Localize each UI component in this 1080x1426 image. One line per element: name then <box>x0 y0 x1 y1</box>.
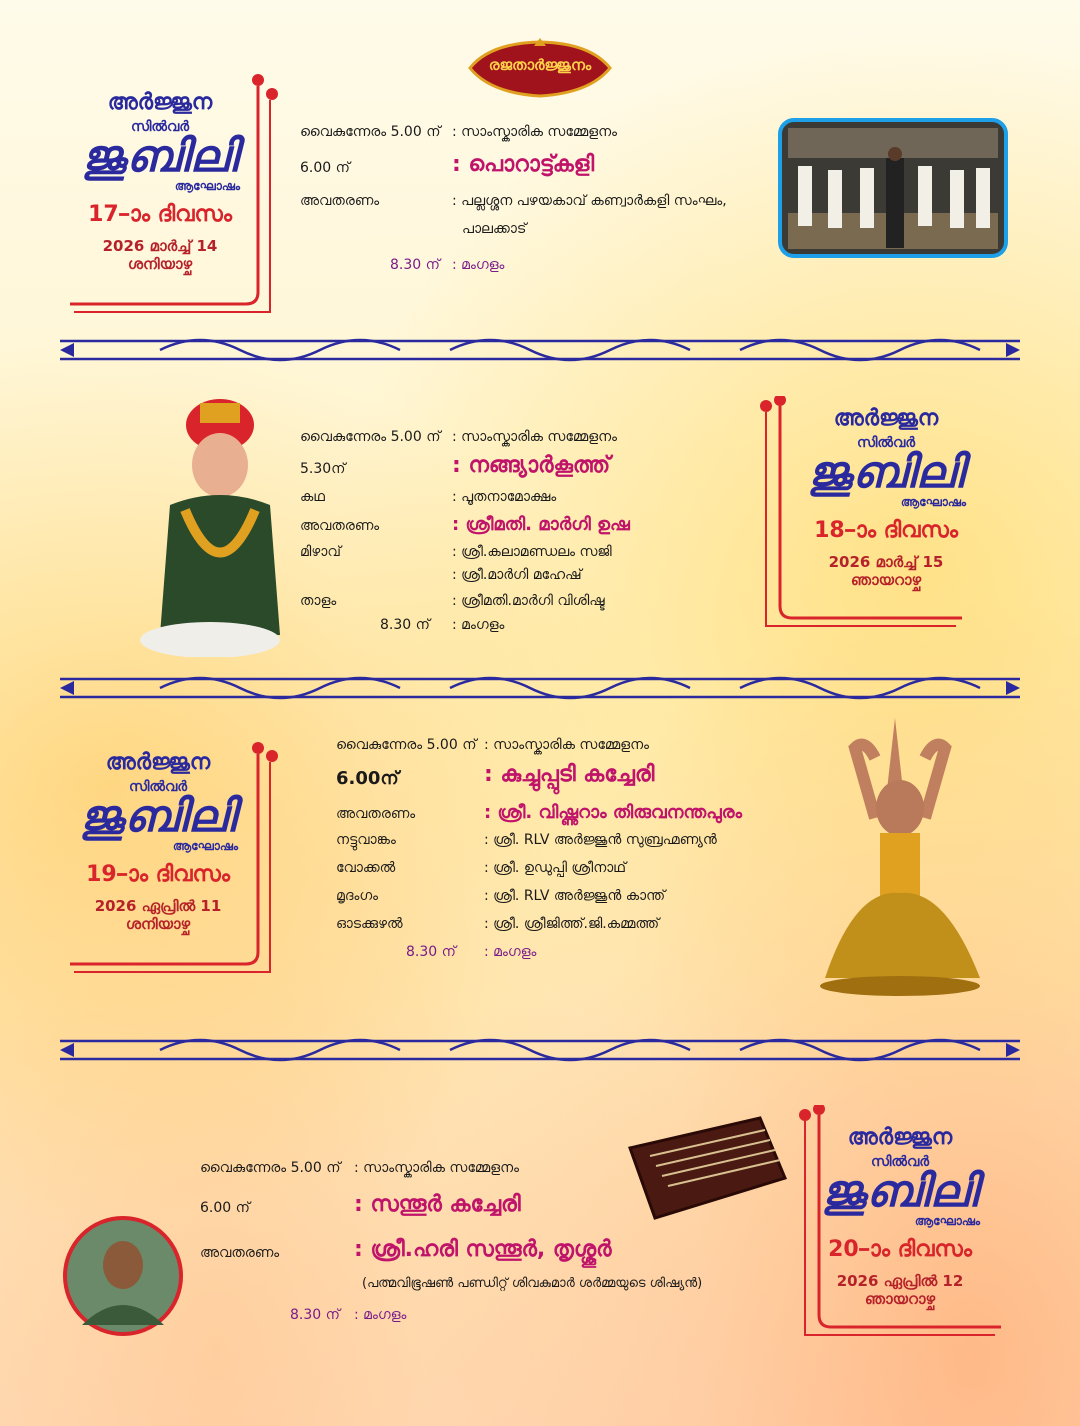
badge-aghosham: ആഘോഷം <box>914 1214 980 1228</box>
schedule-value: : ശ്രീ.മാർഗി മഹേഷ് <box>452 567 582 583</box>
badge-20 <box>800 1125 1000 1308</box>
day-date: 2026 ഏപ്രിൽ 12 <box>836 1272 964 1290</box>
schedule-key: അവതരണം <box>300 193 380 209</box>
badge-silver: സിൽവർ <box>856 435 916 451</box>
schedule-key: 8.30 ന് <box>390 257 440 273</box>
performance-title: : നങ്ങ്യാർകൂത്ത് <box>452 453 611 478</box>
schedule-value: : മംഗളം <box>452 257 505 273</box>
schedule-key: വൈകുന്നേരം 5.00 ന് <box>300 429 441 445</box>
nangiarkoothu-photo <box>130 395 300 657</box>
schedule-key: 6.00ന് <box>336 768 399 789</box>
schedule-key: വൈകുന്നേരം 5.00 ന് <box>200 1160 341 1176</box>
badge-arjuna: അർജ്ജുന <box>847 1125 953 1150</box>
schedule-value: : സാംസ്കാരിക സമ്മേളനം <box>354 1160 519 1176</box>
schedule-key: കഥ <box>300 489 325 505</box>
schedule-key: മൃദംഗം <box>336 888 379 904</box>
schedule-key: 5.30ന് <box>300 461 346 477</box>
schedule-value: : ശ്രീമതി.മാർഗി വിശിഷ്ട <box>452 593 605 609</box>
schedule-key: വൈകുന്നേരം 5.00 ന് <box>336 737 477 753</box>
santoor-photo <box>620 1108 790 1228</box>
badge-silver: സിൽവർ <box>128 779 188 795</box>
ornamental-divider <box>60 1025 1020 1075</box>
schedule-key: 6.00 ന് <box>300 160 350 176</box>
ornamental-divider <box>60 325 1020 375</box>
schedule-key: ഓടക്കുഴൽ <box>336 916 403 932</box>
schedule-key: 8.30 ന് <box>406 944 456 960</box>
kuchipudi-photo <box>815 718 985 998</box>
santoor-artist-photo <box>62 1215 184 1337</box>
performer-note: (പത്മവിഭൂഷൺ പണ്ഡിറ്റ് ശിവകുമാർ ശർമ്മയുടെ ശിഷ്യൻ) <box>362 1276 703 1291</box>
day-weekday: ഞായറാഴ്ച <box>864 1290 936 1308</box>
schedule-value: : മംഗളം <box>354 1307 407 1323</box>
schedule-value: : ശ്രീ. ശ്രീജിത്ത്.ജി.കമ്മത്ത് <box>484 916 660 932</box>
performer-name: : ശ്രീമതി. മാർഗി ഉഷ <box>452 514 630 535</box>
performer-name: : ശ്രീ. വിഷ്ണുറാം തിരുവനന്തപുരം <box>484 802 743 823</box>
day-weekday: ശനിയാഴ്ച <box>125 915 191 933</box>
day-number: 17–ാം ദിവസം <box>88 202 232 227</box>
performer-name: : ശ്രീ.ഹരി സന്തൂർ, തൃശ്ശൂർ <box>354 1237 612 1262</box>
schedule-key: 8.30 ന് <box>380 617 430 633</box>
schedule-key: മിഴാവ് <box>300 544 341 560</box>
badge-arjuna: അർജ്ജുന <box>105 750 211 775</box>
schedule-key: താളം <box>300 593 337 609</box>
day-number: 20–ാം ദിവസം <box>828 1237 972 1262</box>
badge-jubilee: ജൂബിലി <box>81 131 239 182</box>
schedule-value: : ശ്രീ.കലാമണ്ഡലം സജി <box>452 544 612 560</box>
badge-jubilee: ജൂബിലി <box>821 1166 979 1217</box>
porattukali-photo <box>778 118 1008 258</box>
schedule-key: അവതരണം <box>200 1245 280 1261</box>
performance-title: : സന്തൂർ കച്ചേരി <box>354 1192 521 1217</box>
day-weekday: ഞായറാഴ്ച <box>850 571 922 589</box>
badge-aghosham: ആഘോഷം <box>174 179 240 193</box>
schedule-value: : മംഗളം <box>484 944 537 960</box>
schedule-key: വോക്കൽ <box>336 860 396 876</box>
schedule-key: അവതരണം <box>300 518 380 534</box>
performance-title: : പൊറാട്ട്കളി <box>452 152 595 177</box>
schedule-key: 6.00 ന് <box>200 1200 250 1216</box>
schedule-key: അവതരണം <box>336 806 416 822</box>
schedule-value: പാലക്കാട് <box>462 221 527 237</box>
performance-title: : കുച്ചുപ്പുടി കച്ചേരി <box>484 762 655 787</box>
day-date: 2026 മാർച്ച് 14 <box>102 237 218 255</box>
schedule-value: : സാംസ്കാരിക സമ്മേളനം <box>452 429 617 445</box>
day-date: 2026 ഏപ്രിൽ 11 <box>94 897 222 915</box>
banner-title: രജതാർജ്ജുനം <box>488 56 592 74</box>
badge-aghosham: ആഘോഷം <box>172 839 238 853</box>
badge-silver: സിൽവർ <box>870 1154 930 1170</box>
badge-jubilee: ജൂബിലി <box>807 447 965 498</box>
schedule-value: : പല്ലശ്ശന പഴയകാവ് കണ്വാർകളി സംഘം, <box>452 193 727 209</box>
schedule-value: : പൂതനാമോക്ഷം <box>452 489 557 505</box>
badge-arjuna: അർജ്ജുന <box>833 406 939 431</box>
schedule-value: : സാംസ്കാരിക സമ്മേളനം <box>452 124 617 140</box>
badge-18 <box>786 406 986 589</box>
badge-aghosham: ആഘോഷം <box>900 495 966 509</box>
schedule-value: : ശ്രീ. RLV അർജ്ജുൻ കാന്ത് <box>484 888 666 904</box>
day-number: 19–ാം ദിവസം <box>86 862 230 887</box>
schedule-value: : ശ്രീ. ഉഡുപ്പി ശ്രീനാഥ് <box>484 860 627 876</box>
schedule-key: 8.30 ന് <box>290 1307 340 1323</box>
schedule-value: : സാംസ്കാരിക സമ്മേളനം <box>484 737 649 753</box>
schedule-key: നട്ടുവാങ്കം <box>336 832 396 848</box>
ornamental-divider <box>60 663 1020 713</box>
day-number: 18–ാം ദിവസം <box>814 518 958 543</box>
schedule-key: വൈകുന്നേരം 5.00 ന് <box>300 124 441 140</box>
badge-silver: സിൽവർ <box>130 119 190 135</box>
day-weekday: ശനിയാഴ്ച <box>127 255 193 273</box>
schedule-value: : മംഗളം <box>452 617 505 633</box>
day-date: 2026 മാർച്ച് 15 <box>828 553 944 571</box>
badge-17 <box>60 90 260 273</box>
badge-arjuna: അർജ്ജുന <box>107 90 213 115</box>
badge-19 <box>58 750 258 933</box>
schedule-value: : ശ്രീ. RLV അർജ്ജുൻ സുബ്രഹ്മണ്യൻ <box>484 832 717 848</box>
badge-jubilee: ജൂബിലി <box>79 791 237 842</box>
